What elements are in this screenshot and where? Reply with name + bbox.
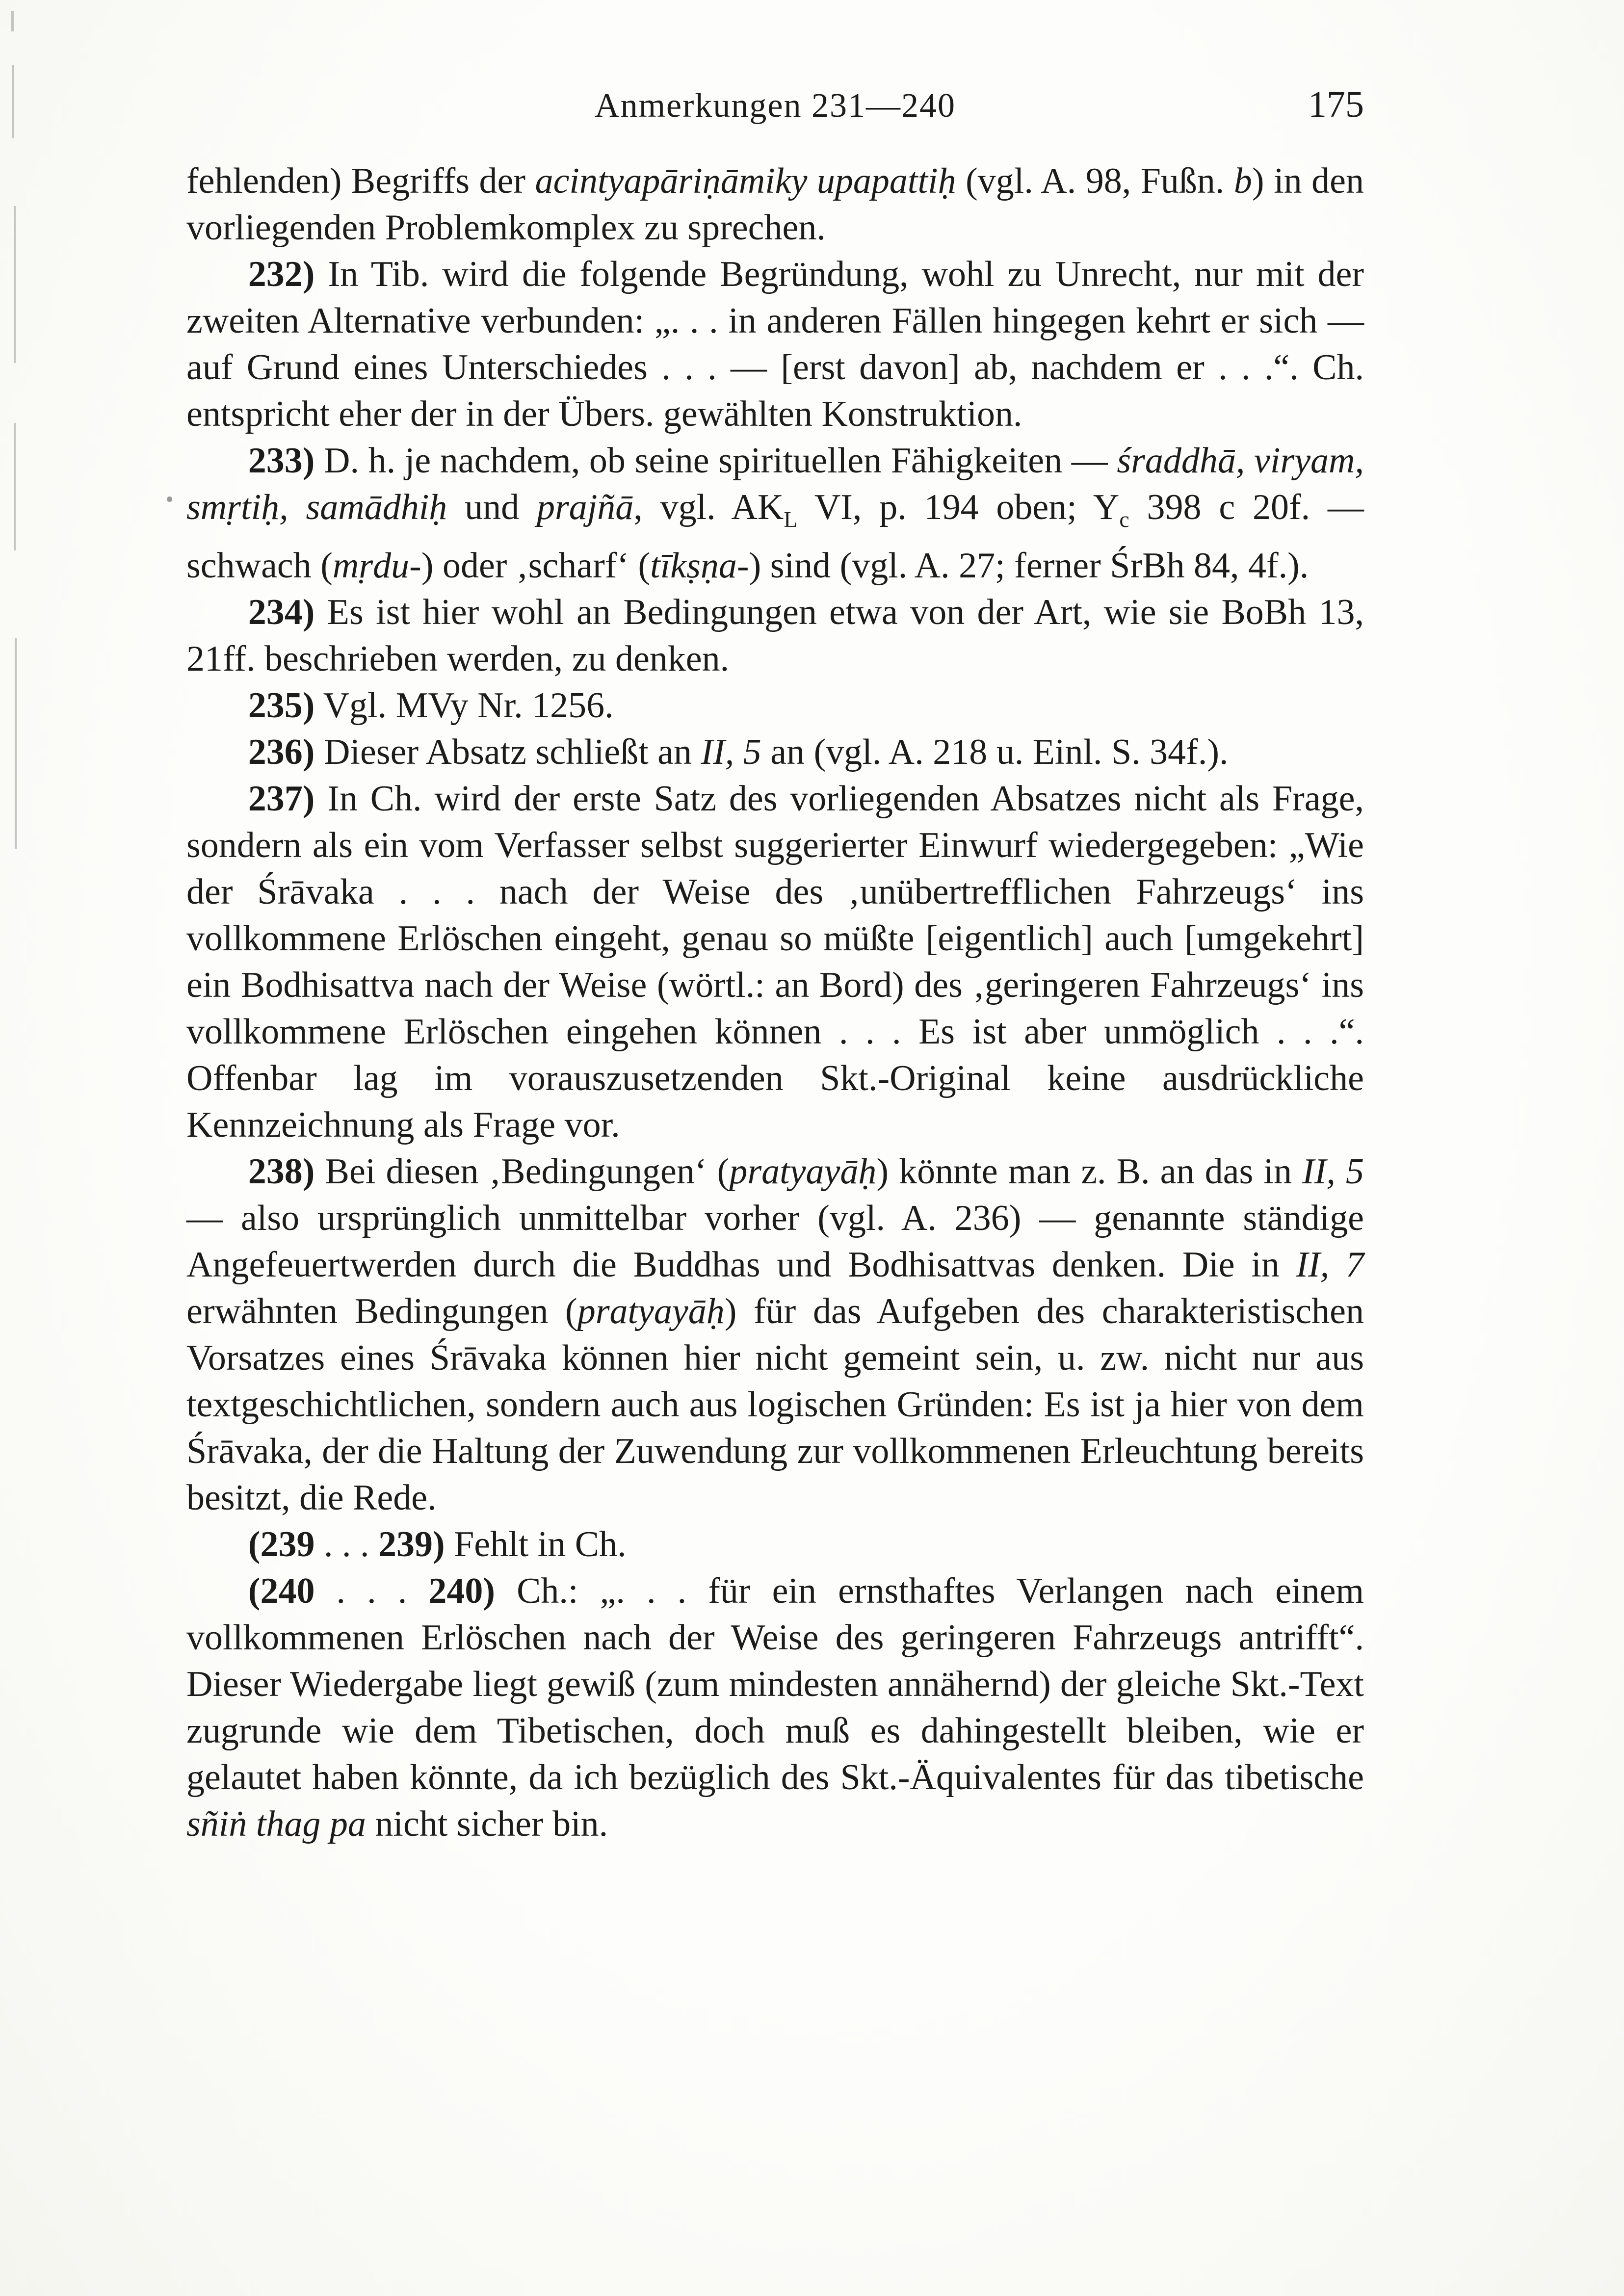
text-run: VI, p. 194 oben; Y [797,487,1120,527]
page-number: 175 [1308,84,1364,125]
text-run: 398 c 20f. — schwach ( [186,487,1364,586]
text-run-b: (240 [248,1570,315,1611]
text-run: ) in den vorliegenden Problemkomplex zu sprechen. [186,161,1364,248]
text-run-b: 240) [428,1570,495,1611]
paragraph [186,158,1364,251]
text-run: Ch.: „. . . für ein ernsthaftes Verlangen nach einem vollkommenen Erlöschen nach der Weise des geringeren Fahrzeugs antrifft“. Dieser Wiedergabe liegt gewiß (zum mindesten annähernd) der gleiche Skt.-Text zugrunde wie dem Tibetischen, doch muß es dahingestellt bleiben, wie er gelautet haben könnte, da ich bezüglich des Skt.-Äquivalentes für das tibetische [186,1570,1364,1798]
scan-speck [167,496,172,502]
paragraph [186,1521,1364,1568]
text-run: . . . [314,1570,429,1611]
paragraph [186,251,1364,438]
text-run: ) sind (vgl. A. 27; ferner ŚrBh 84, 4f.). [749,545,1309,586]
paragraph [186,1568,1364,1848]
text-run: Fehlt in Ch. [445,1524,627,1565]
text-run: Bei diesen ‚Bedingungen‘ ( [314,1151,730,1192]
paragraph [186,438,1364,589]
text-run-i: b [1233,161,1252,201]
text-run: an (vgl. A. 218 u. Einl. S. 34f.). [761,731,1229,772]
text-run: und [447,487,537,527]
text-run: fehlenden) Begriffs der [186,161,535,201]
text-run: ) oder ‚scharf‘ ( [421,545,651,586]
scan-artifact [11,11,14,31]
paragraph [186,729,1364,776]
text-run-b: 234) [248,592,315,632]
scan-artifact [14,423,16,550]
text-run-b: 232) [248,254,315,294]
text-run: erwähnten Bedingungen ( [186,1291,577,1331]
text-run: (vgl. A. 98, Fußn. [956,161,1234,201]
text-run-b: 233) [248,441,315,481]
text-run-b: 238) [248,1151,315,1192]
text-run: nicht sicher bin. [366,1803,608,1844]
text-run-i: II, 5 [701,731,761,772]
text-run: — also ursprünglich unmittelbar vorher (vgl. A. 236) — genannte ständige Angefeuertwerden durch die Buddhas und Bodhisattvas denken. Die in [186,1198,1364,1285]
text-run: ) könnte man z. B. an das in [876,1151,1303,1192]
text-run-i: II, 7 [1296,1244,1364,1285]
text-run-sub: L [784,506,798,532]
text-run-i: II, 5 [1302,1151,1364,1192]
scan-artifact [12,65,14,138]
scan-artifact [15,638,17,849]
text-run: In Ch. wird der erste Satz des vorliegenden Absatzes nicht als Frage, sondern als ein vom Verfasser selbst suggerierter Einwurf wiedergegeben: „Wie der Śrāvaka . . . nach der Weise des ‚unübertrefflichen Fahrzeugs‘ ins vollkommene Erlöschen eingeht, genau so müßte [eigentlich] auch [umgekehrt] ein Bodhisattva nach der Weise (wörtl.: an Bord) des ‚geringeren Fahrzeugs‘ ins vollkommene Erlöschen eingehen können . . . Es ist aber unmöglich . . .“. Offenbar lag im vorauszusetzenden Skt.-Original keine ausdrückliche Kennzeichnung als Frage vor. [186,778,1364,1145]
paragraph [186,1148,1364,1521]
paragraph [186,589,1364,682]
text-run-i: tīkṣṇa- [650,545,749,586]
text-run-i: mṛdu- [332,545,421,586]
text-block [186,158,1364,1848]
text-run: Vgl. MVy Nr. 1256. [314,685,614,726]
paragraph [186,682,1364,729]
text-run-b: 235) [248,685,315,726]
text-run-sub: c [1119,506,1129,532]
text-run-i: pratyayāḥ [729,1151,877,1192]
text-run-i: sñiṅ thag pa [186,1803,366,1844]
text-run-b: (239 [248,1524,315,1565]
text-run-i: śraddhā, viryam, smṛtiḥ, samādhiḥ [186,441,1364,527]
text-run-i: prajñā [536,487,634,527]
running-title: Anmerkungen 231—240 [595,87,956,125]
page-header [186,86,1364,140]
text-run-i: pratyayāḥ [577,1291,725,1331]
text-run: . . . [314,1524,378,1565]
text-run-b: 239) [378,1524,445,1565]
paragraph [186,776,1364,1148]
text-run-i: acintyapāriṇāmiky upapattiḥ [535,161,956,201]
text-run: ) für das Aufgeben des charakteristischen Vorsatzes eines Śrāvaka können hier nicht gemeint sein, u. zw. nicht nur aus textgeschichtlichen, sondern auch aus logischen Gründen: Es ist ja hier von dem Śrāvaka, der die Haltung der Zuwendung zur vollkommenen Erleuchtung bereits besitzt, die Rede. [186,1291,1364,1518]
text-run: In Tib. wird die folgende Begründung, wohl zu Unrecht, nur mit der zweiten Alternative verbunden: „. . . in anderen Fällen hingegen kehrt er sich — auf Grund eines Unterschiedes . . . — [erst davon] ab, nachdem er . . .“. Ch. entspricht eher der in der Übers. gewählten Konstruktion. [186,254,1364,434]
text-run: Es ist hier wohl an Bedingungen etwa von der Art, wie sie BoBh 13, 21ff. beschrieben werden, zu denken. [186,592,1364,679]
text-run: D. h. je nachdem, ob seine spirituellen Fähigkeiten — [314,441,1117,481]
scan-artifact [14,206,16,363]
text-run: , vgl. AK [633,487,784,527]
text-run-b: 237) [248,778,315,819]
text-run: Dieser Absatz schließt an [314,731,701,772]
text-run-b: 236) [248,731,315,772]
